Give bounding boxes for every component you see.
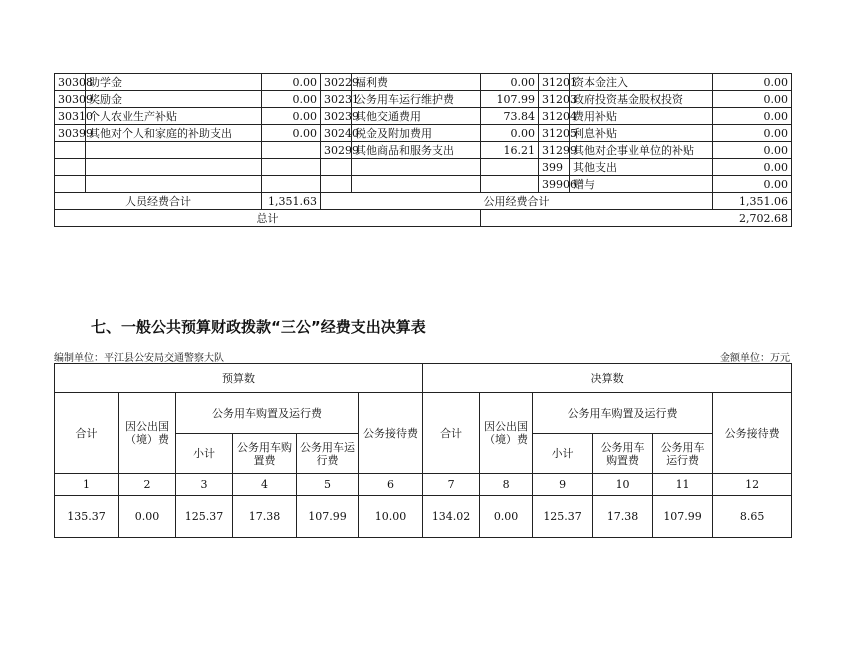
- cell-code: 31203: [539, 91, 570, 108]
- table-row: [55, 159, 792, 176]
- final-total-header: 合计: [423, 393, 480, 474]
- cell-name: 费用补贴: [570, 108, 713, 125]
- cell-code: [321, 159, 352, 176]
- cell-name: 其他支出: [570, 159, 713, 176]
- cell-code: 31205: [539, 125, 570, 142]
- public-total-label: 公用经费合计: [321, 193, 713, 210]
- personnel-total-label: 人员经费合计: [55, 193, 262, 210]
- cell-amount: [262, 142, 321, 159]
- final-reception-header: 公务接待费: [713, 393, 792, 474]
- cell-name: [352, 159, 481, 176]
- cell-code: 31299: [539, 142, 570, 159]
- cell-amount: [262, 176, 321, 193]
- public-total-value: 1,351.06: [713, 193, 792, 210]
- value-cell: 125.37: [533, 496, 593, 538]
- cell-amount: 0.00: [262, 108, 321, 125]
- cell-amount: 16.21: [481, 142, 539, 159]
- cell-name: 其他交通费用: [352, 108, 481, 125]
- column-number: 10: [593, 474, 653, 496]
- table-row: [55, 176, 792, 193]
- cell-amount: 0.00: [262, 125, 321, 142]
- column-number: 3: [176, 474, 233, 496]
- cell-amount: 0.00: [713, 176, 792, 193]
- cell-amount: [262, 159, 321, 176]
- cell-name: 其他商品和服务支出: [352, 142, 481, 159]
- cell-name: 助学金: [86, 74, 262, 91]
- cell-code: 399: [539, 159, 570, 176]
- value-cell: 10.00: [359, 496, 423, 538]
- cell-code: 30308: [55, 74, 86, 91]
- cell-amount: 0.00: [713, 74, 792, 91]
- value-cell: 107.99: [297, 496, 359, 538]
- cell-name: 政府投资基金股权投资: [570, 91, 713, 108]
- cell-code: [55, 176, 86, 193]
- cell-code: 30229: [321, 74, 352, 91]
- cell-code: [55, 159, 86, 176]
- column-number: 11: [653, 474, 713, 496]
- sangong-header-row-2: [55, 393, 792, 434]
- cell-name: [352, 176, 481, 193]
- sangong-header-row-1: [55, 364, 792, 393]
- section-title: 七、一般公共预算财政拨款“三公”经费支出决算表: [91, 318, 426, 336]
- column-number: 12: [713, 474, 792, 496]
- column-number: 7: [423, 474, 480, 496]
- cell-code: [55, 142, 86, 159]
- cell-name: [86, 159, 262, 176]
- table-row: [55, 74, 792, 91]
- cell-code: 30239: [321, 108, 352, 125]
- cell-amount: 0.00: [481, 125, 539, 142]
- final-subtotal-header: 小计: [533, 434, 593, 474]
- cell-amount: 0.00: [262, 91, 321, 108]
- budget-vehicle-header: 公务用车购置及运行费: [176, 393, 359, 434]
- budget-reception-header: 公务接待费: [359, 393, 423, 474]
- value-cell: 0.00: [119, 496, 176, 538]
- cell-name: 赠与: [570, 176, 713, 193]
- column-number: 2: [119, 474, 176, 496]
- value-cell: 107.99: [653, 496, 713, 538]
- cell-amount: [481, 159, 539, 176]
- budget-total-header: 合计: [55, 393, 119, 474]
- cell-code: 39906: [539, 176, 570, 193]
- cell-code: 30299: [321, 142, 352, 159]
- grand-total-value: 2,702.68: [481, 210, 792, 227]
- final-purchase-header: 公务用车购置费: [593, 434, 653, 474]
- column-number: 1: [55, 474, 119, 496]
- cell-name: 其他对个人和家庭的补助支出: [86, 125, 262, 142]
- cell-amount: 0.00: [713, 91, 792, 108]
- cell-amount: 73.84: [481, 108, 539, 125]
- cell-name: 公务用车运行维护费: [352, 91, 481, 108]
- values-row: [55, 496, 792, 538]
- cell-code: 30310: [55, 108, 86, 125]
- compiling-unit: 编制单位：平江县公安局交通警察大队: [54, 353, 224, 364]
- expenditure-table-body: [55, 74, 792, 193]
- sangong-table: [54, 363, 792, 538]
- final-abroad-header: 因公出国（境）费: [480, 393, 533, 474]
- budget-purchase-header: 公务用车购置费: [233, 434, 297, 474]
- value-cell: 135.37: [55, 496, 119, 538]
- cell-name: 资本金注入: [570, 74, 713, 91]
- cell-code: 30309: [55, 91, 86, 108]
- column-number: 9: [533, 474, 593, 496]
- personnel-total-value: 1,351.63: [262, 193, 321, 210]
- cell-amount: 0.00: [262, 74, 321, 91]
- grand-total-label: 总计: [55, 210, 481, 227]
- budget-header: 预算数: [55, 364, 423, 393]
- cell-name: [86, 142, 262, 159]
- value-cell: 125.37: [176, 496, 233, 538]
- column-number: 6: [359, 474, 423, 496]
- table-row: [55, 125, 792, 142]
- expenditure-table: [54, 73, 792, 227]
- cell-amount: 0.00: [481, 74, 539, 91]
- column-number: 5: [297, 474, 359, 496]
- cell-code: 31201: [539, 74, 570, 91]
- cell-name: 奖励金: [86, 91, 262, 108]
- table-row: [55, 142, 792, 159]
- amount-unit: 金额单位：万元: [720, 353, 790, 364]
- cell-code: [321, 176, 352, 193]
- cell-amount: [481, 176, 539, 193]
- budget-abroad-header: 因公出国（境）费: [119, 393, 176, 474]
- grand-total-row: [55, 210, 792, 227]
- value-cell: 17.38: [593, 496, 653, 538]
- final-operation-header: 公务用车运行费: [653, 434, 713, 474]
- cell-code: 30399: [55, 125, 86, 142]
- cell-amount: 0.00: [713, 108, 792, 125]
- cell-name: 其他对企事业单位的补贴: [570, 142, 713, 159]
- cell-code: 30231: [321, 91, 352, 108]
- cell-name: 税金及附加费用: [352, 125, 481, 142]
- value-cell: 17.38: [233, 496, 297, 538]
- final-vehicle-header: 公务用车购置及运行费: [533, 393, 713, 434]
- cell-name: 个人农业生产补贴: [86, 108, 262, 125]
- cell-amount: 0.00: [713, 142, 792, 159]
- table-row: [55, 91, 792, 108]
- column-number-row: [55, 474, 792, 496]
- cell-code: 30240: [321, 125, 352, 142]
- cell-amount: 107.99: [481, 91, 539, 108]
- cell-name: 利息补贴: [570, 125, 713, 142]
- final-header: 决算数: [423, 364, 792, 393]
- table-row: [55, 108, 792, 125]
- cell-amount: 0.00: [713, 125, 792, 142]
- column-number: 8: [480, 474, 533, 496]
- cell-name: 福利费: [352, 74, 481, 91]
- budget-operation-header: 公务用车运行费: [297, 434, 359, 474]
- column-number: 4: [233, 474, 297, 496]
- value-cell: 0.00: [480, 496, 533, 538]
- cell-name: [86, 176, 262, 193]
- cell-code: 31204: [539, 108, 570, 125]
- budget-subtotal-header: 小计: [176, 434, 233, 474]
- cell-amount: 0.00: [713, 159, 792, 176]
- value-cell: 8.65: [713, 496, 792, 538]
- value-cell: 134.02: [423, 496, 480, 538]
- personnel-total-row: [55, 193, 792, 210]
